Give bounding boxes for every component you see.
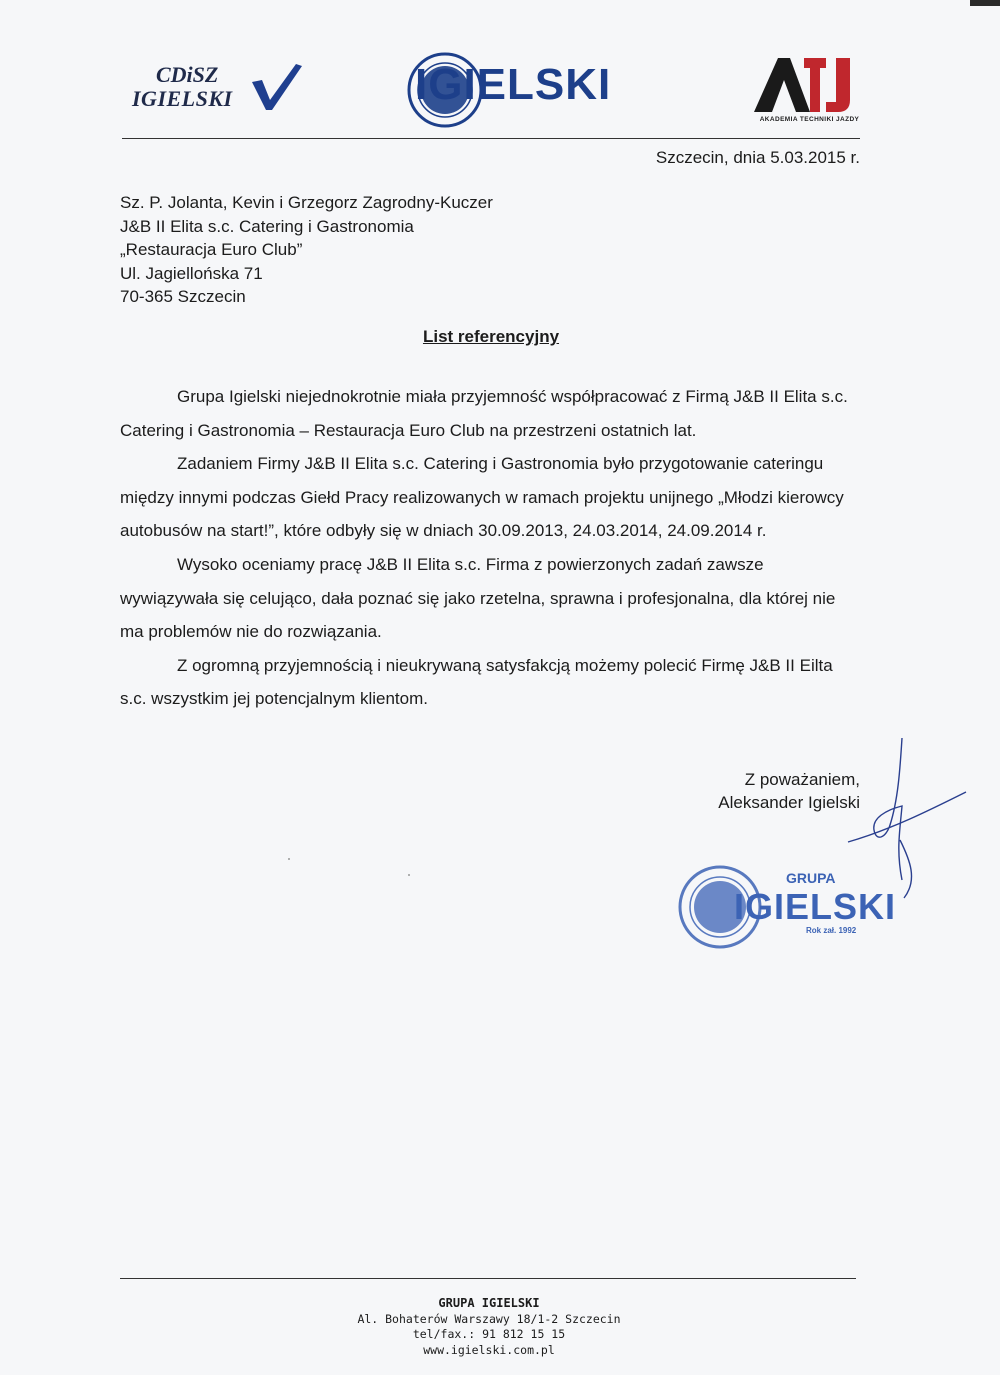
cdisz-logo-line1: CDiSZ <box>156 62 219 87</box>
letter-body <box>120 380 862 716</box>
closing-block <box>718 768 860 814</box>
footer-phone: tel/fax.: 91 812 15 15 <box>412 1327 566 1341</box>
igielski-logo <box>405 48 612 132</box>
checkmark-icon <box>248 60 304 112</box>
recipient-line: J&B II Elita s.c. Catering i Gastronomia <box>120 216 414 236</box>
letter-date: Szczecin, dnia 5.03.2015 r. <box>655 148 860 167</box>
body-paragraph: Zadaniem Firmy J&B II Elita s.c. Catering i Gastronomia było przygotowanie cateringu między innymi podczas Giełd Pracy realizowanych w ramach projektu unijnego „Młodzi kierowcy autobusów na start!”, które odbyły się w dniach 30.09.2013, 24.03.2014, 24.09.2014 r. <box>120 454 844 541</box>
company-stamp <box>676 862 897 952</box>
scan-edge-mark <box>970 0 1000 6</box>
footer-address: Al. Bohaterów Warszawy 18/1-2 Szczecin <box>357 1311 621 1326</box>
signatory-name: Aleksander Igielski <box>718 793 860 812</box>
footer-website: www.igielski.com.pl <box>423 1342 555 1357</box>
closing-salutation: Z poważaniem, <box>744 770 860 789</box>
letter-title: List referencyjny <box>422 327 560 346</box>
footer-company: GRUPA IGIELSKI <box>438 1296 540 1310</box>
header-divider <box>122 138 860 139</box>
cdisz-logo-line2: IGIELSKI <box>132 86 233 111</box>
scan-speck <box>408 874 410 876</box>
atj-logo <box>752 54 867 126</box>
body-paragraph: Z ogromną przyjemnością i nieukrywaną satysfakcją możemy polecić Firmę J&B II Eilta s.c. wszystkim jej potencjalnym klientom. <box>120 655 833 709</box>
footer-divider <box>120 1278 856 1279</box>
stamp-year-text: Rok zał. 1992 <box>806 926 857 935</box>
atj-mark-icon <box>752 54 867 114</box>
body-paragraph: Grupa Igielski niejednokrotnie miała przyjemność współpracować z Firmą J&B II Elita s.c. Catering i Gastronomia – Restauracja Euro Club na przestrzeni ostatnich lat. <box>120 387 848 440</box>
igielski-logo-text: IGIELSKI <box>415 60 612 109</box>
stamp-igielski-text: IGIELSKI <box>734 886 897 927</box>
atj-logo-caption: AKADEMIA TECHNIKI JAZDY <box>759 116 860 123</box>
recipient-line: Ul. Jagiellońska 71 <box>120 263 263 283</box>
recipient-line: „Restauracja Euro Club” <box>120 240 303 259</box>
recipient-line: 70-365 Szczecin <box>120 287 246 306</box>
stamp-grupa-text: GRUPA <box>786 870 836 886</box>
scan-speck <box>288 858 290 860</box>
recipient-address <box>120 191 493 309</box>
recipient-line: Sz. P. Jolanta, Kevin i Grzegorz Zagrodny-Kuczer <box>120 193 493 212</box>
cdisz-logo <box>130 60 310 120</box>
letter-footer <box>0 1296 978 1358</box>
body-paragraph: Wysoko oceniamy pracę J&B II Elita s.c. Firma z powierzonych zadań zawsze wywiązywała się celująco, dała poznać się jako rzetelna, sprawna i profesjonalna, dla której nie ma problemów nie do rozwiązania. <box>120 554 836 642</box>
